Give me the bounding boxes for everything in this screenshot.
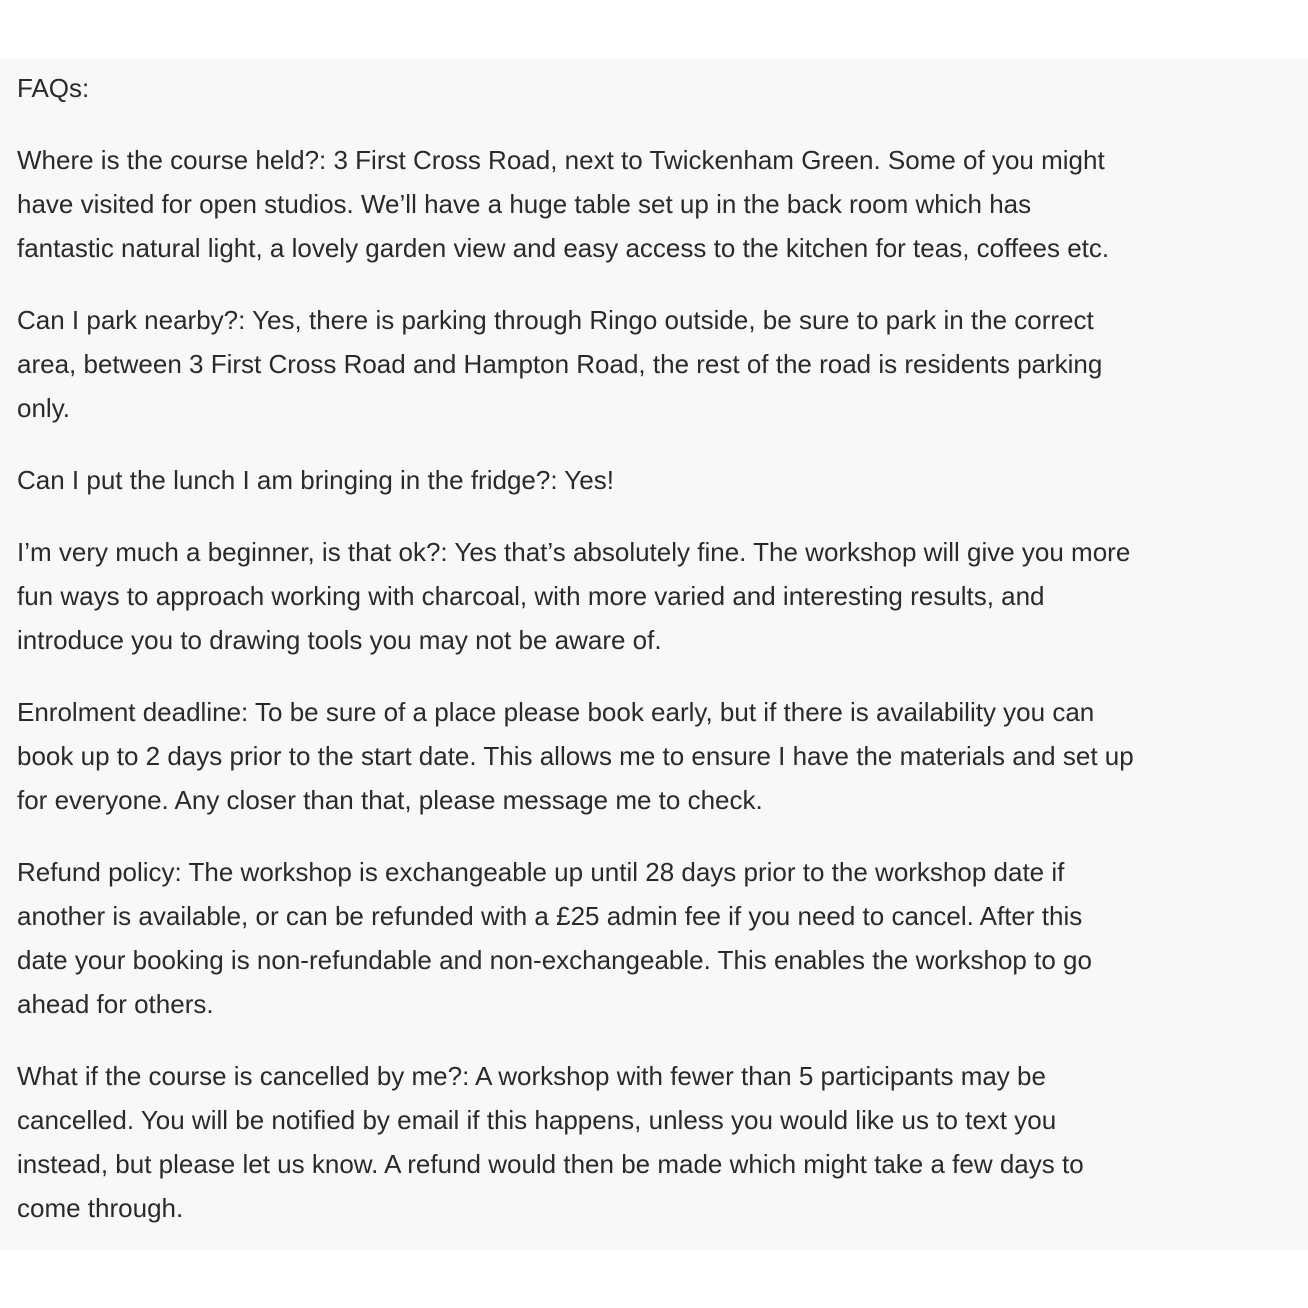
faq-heading: FAQs: [17, 73, 90, 103]
faq-item-location: Where is the course held?: 3 First Cross Road, next to Twickenham Green. Some of you might have visited for open studios. We’ll have a huge table set up in the back room which has fantastic natural light, a lovely garden view and easy access to the kitchen for teas, coffees etc. [17, 145, 1110, 263]
faq-item-cancellation: What if the course is cancelled by me?: A workshop with fewer than 5 participants may be cancelled. You will be notified by email if this happens, unless you would like us to text you instead, but please let us know. A refund would then be made which might take a few days to come through. [17, 1061, 1084, 1223]
faq-item-lunch: Can I put the lunch I am bringing in the fridge?: Yes! [17, 465, 614, 495]
faq-item-beginner: I’m very much a beginner, is that ok?: Yes that’s absolutely fine. The workshop will give you more fun ways to approach working with charcoal, with more varied and interesting results, and introduce you to drawing tools you may not be aware of. [17, 537, 1131, 655]
faq-item-refund-policy: Refund policy: The workshop is exchangeable up until 28 days prior to the workshop date if another is available, or can be refunded with a £25 admin fee if you need to cancel. After this date your booking is non-refundable and non-exchangeable. This enables the workshop to go ahead for others. [17, 857, 1092, 1019]
faq-panel [0, 58, 1308, 1250]
faq-item-enrolment-deadline: Enrolment deadline: To be sure of a place please book early, but if there is availability you can book up to 2 days prior to the start date. This allows me to ensure I have the materials and set up for everyone. Any closer than that, please message me to check. [17, 697, 1134, 815]
faq-item-parking: Can I park nearby?: Yes, there is parking through Ringo outside, be sure to park in the correct area, between 3 First Cross Road and Hampton Road, the rest of the road is residents parking only. [17, 305, 1103, 423]
